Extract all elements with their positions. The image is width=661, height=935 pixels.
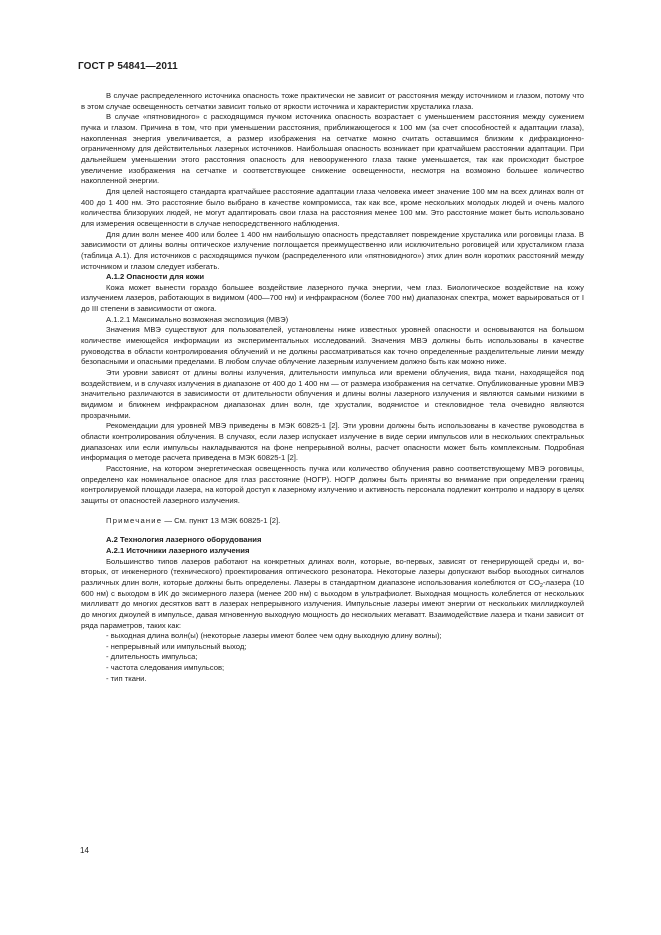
document-header: ГОСТ Р 54841—2011 [78, 61, 178, 72]
paragraph: Эти уровни зависят от длины волны излучения, длительности импульса или времени облучения, вида ткани, находящейся под воздействием, и в случаях излучения в диапазоне от 400 до 1 400 нм — от размера изображения на сетчатке. Опубликованные уровни МВЭ значительно различаются в зависимости от длительности облучения и длины волны лазерного излучения и являются самыми низкими в видимом и ближнем инфракрасном диапазонах длин волн, где хрусталик, водянистое и стекловидное тела очевидно являются прозрачными. [81, 368, 584, 420]
paragraph [81, 557, 584, 632]
subscript: 2 [539, 582, 543, 589]
paragraph-text: Большинство типов лазеров работают на конкретных длинах волн, которые, во-первых, зависят от генерирующей среды и, во-вторых, от инженерного (технического) проектирования оптического резонатора. Некоторые лазеры допускают выбор выходных сигналов различных длин волн, которые должны быть определены. Лазеры в стандартном диапазоне использования колеблются от CO [81, 556, 584, 587]
list-item: - непрерывный или импульсный выход; [106, 642, 584, 653]
subsection-heading-a121: А.1.2.1 Максимально возможная экспозиция (МВЭ) [106, 314, 289, 324]
note-text: — См. пункт 13 МЭК 60825-1 [2]. [162, 515, 281, 525]
paragraph-text: -лазера (10 600 нм) с выходом в ИК до эксимерного лазера (менее 200 нм) с выходом в ультрафиолет. Выходная мощность колеблется от нескольких милливатт до многих десятков ватт в лазерах непрерывного излучения. Импульсные лазеры имеют энергии от нескольких миллиджоулей до многих джоулей в импульсе, давая мгновенную выходную мощность до нескольких мегаватт. Взаимодействие лазера и ткани зависит от ряда параметров, таких как: [81, 577, 584, 630]
list-item: - частота следования импульсов; [106, 663, 584, 674]
document-body [81, 91, 584, 684]
page-number: 14 [80, 846, 89, 855]
paragraph: В случае распределенного источника опасность тоже практически не зависит от расстояния между источником и глазом, потому что в этом случае освещенность сетчатки зависит только от яркости источника и характеристик хрусталика глаза. [81, 91, 584, 111]
paragraph: Кожа может вынести гораздо большее воздействие лазерного пучка энергии, чем глаз. Биологическое воздействие на кожу излучением лазеров, работающих в видимом (400—700 нм) и инфракрасном (более 700 нм) диапазонах спектра, может варьироваться от I до III степени в зависимости от ожога. [81, 282, 584, 314]
paragraph: Для длин волн менее 400 или более 1 400 нм наибольшую опасность представляет повреждение хрусталика или роговицы глаза. В зависимости от длины волны оптическое излучение поглощается преимущественно или исключительно роговицей или хрусталиком глаза (таблица А.1). Для источников с расходящимся пучком (распределенного или «пятновидного») этих длин волн коротких расстояний между источником и глазом следует избегать. [81, 229, 584, 271]
paragraph: В случае «пятновидного» с расходящимся пучком источника опасность возрастает с уменьшением расстояния между сужением пучка и глазом. Причина в том, что при уменьшении расстояния, приближающегося к 100 мм (за счет способностей к адаптации глаза), накопленная энергия увеличивается, а размер изображения на сетчатке можно считать оставшимся близким к дифракционно-ограниченному для действительных лазерных источников. Наибольшая опасность возникает при кратчайшем расстоянии адаптации. При дальнейшем уменьшении этого расстояния опасность для невооруженного глаза также уменьшается, так как происходит быстрое увеличение изображения на сетчатке и соответствующее снижение освещенности, несмотря на возможно большее количество накопленной энергии. [81, 112, 584, 186]
list-item: - тип ткани. [106, 674, 584, 685]
paragraph: Рекомендации для уровней МВЭ приведены в МЭК 60825-1 [2]. Эти уровни должны быть использованы в качестве руководства в области контролирования облучения. В случаях, если лазер испускает излучение в виде серии импульсов или в нескольких спектральных диапазонах или если импульсы накладываются на фоне непрерывной волны, расчет опасности может быть комплексным. Подробная информация о методе расчета приведена в МЭК 60825-1 [2]. [81, 421, 584, 463]
list-item: - выходная длина волн(ы) (некоторые лазеры имеют более чем одну выходную длину волны); [106, 631, 584, 642]
list-item: - длительность импульса; [106, 652, 584, 663]
note [81, 516, 584, 527]
section-heading-a12: А.1.2 Опасности для кожи [106, 272, 205, 282]
section-heading-a21: А.2.1 Источники лазерного излучения [106, 545, 250, 555]
parameter-list [81, 631, 584, 684]
paragraph: Значения МВЭ существуют для пользователей, установлены ниже известных уровней опасности и основываются на большом количестве имеющейся информации из экспериментальных исследований. Значения МВЭ должны быть использованы в качестве руководства в области контролирования облучений и не должны рассматриваться как точно определенные разделительные линии между безопасными и опасными пределами. В любом случае облучение лазерным излучением должно быть как можно ниже. [81, 325, 584, 367]
section-heading-a2: А.2 Технология лазерного оборудования [106, 535, 262, 545]
note-label: Примечание [106, 515, 163, 525]
paragraph: Для целей настоящего стандарта кратчайшее расстояние адаптации глаза человека имеет значение 100 мм на всех длинах волн от 400 до 1 400 нм. Это расстояние было выбрано в качестве компромисса, так как все, кроме нескольких молодых людей и очень малого количества близоруких людей, не могут адаптировать свои глаза на расстояния менее 100 мм. Это расстояние может быть использовано для измерения освещенности в случае непосредственного наблюдения. [81, 186, 584, 228]
paragraph: Расстояние, на котором энергетическая освещенность пучка или количество облучения равно соответствующему МВЭ роговицы, определено как номинальное опасное для глаз расстояние (НОГР). НОГР должны быть приняты во внимание при определении границ контролируемой площади лазера, на которой доступ к лазерному излучению и активность персонала подлежит контролю и надзору в целях защиты от опасностей лазерного излучения. [81, 463, 584, 505]
